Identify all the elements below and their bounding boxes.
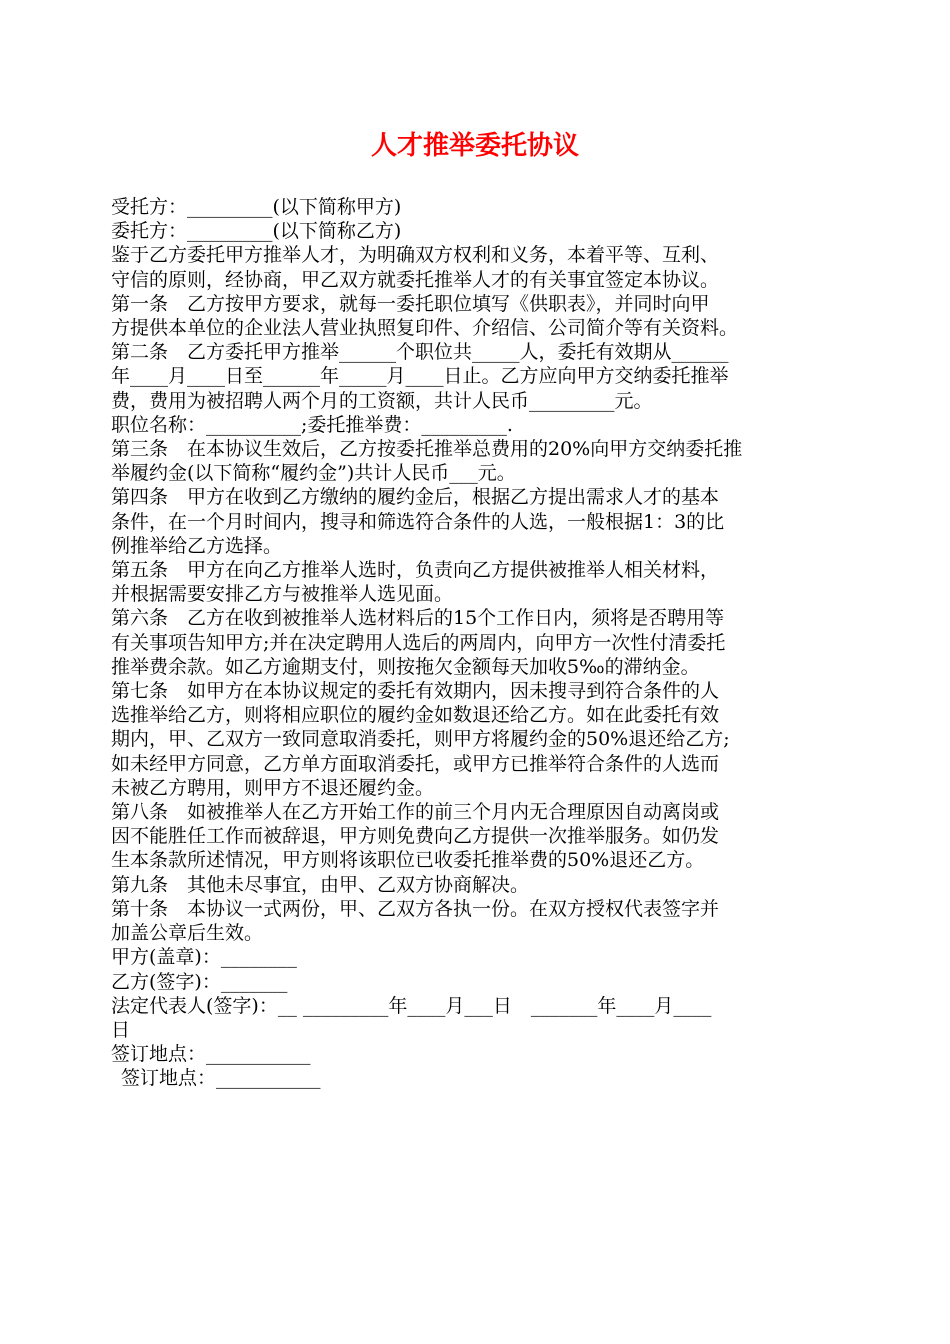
signing-place-line: 签订地点：___________ (121, 1067, 321, 1090)
party-b-sign-line: 乙方(签字)：_______ (111, 970, 288, 993)
article-10-line: 第十条 本协议一式两份，甲、乙双方各执一份。在双方授权代表签字并 (111, 897, 720, 920)
article-2-line: 第二条 乙方委托甲方推举______个职位共_____人，委托有效期从______ (111, 341, 729, 364)
document-body (111, 195, 843, 1091)
article-1-line: 方提供本单位的企业法人营业执照复印件、介绍信、公司简介等有关资料。 (111, 317, 739, 340)
position-fee-line: 职位名称：__________;委托推举费：_________. (111, 413, 513, 436)
article-9-line: 第九条 其他未尽事宜，由甲、乙双方协商解决。 (111, 873, 530, 896)
signing-place-line: 签订地点：___________ (111, 1043, 311, 1066)
article-4-line: 条件，在一个月时间内，搜寻和筛选符合条件的人选，一般根据1：3的比 (111, 510, 725, 533)
article-8-line: 第八条 如被推举人在乙方开始工作的前三个月内无合理原因自动离岗或 (111, 801, 720, 824)
client-line: 委托方：_________(以下简称乙方) (111, 220, 402, 243)
trustee-line: 受托方：_________(以下简称甲方) (111, 196, 402, 218)
article-2-line: 费，费用为被招聘人两个月的工资额，共计人民币_________元。 (111, 389, 653, 412)
article-6-line: 有关事项告知甲方;并在决定聘用人选后的两周内，向甲方一次性付清委托 (111, 631, 726, 654)
preamble-line: 鉴于乙方委托甲方推举人才，为明确双方权利和义务，本着平等、互利、 (111, 244, 720, 267)
article-2-line: 年____月____日至______年_____月____日止。乙方应向甲方交纳委托推举 (111, 365, 729, 388)
article-7-line: 第七条 如甲方在本协议规定的委托有效期内，因未搜寻到符合条件的人 (111, 680, 720, 703)
article-5-line: 并根据需要安排乙方与被推举人选见面。 (111, 583, 454, 606)
article-1-line: 第一条 乙方按甲方要求，就每一委托职位填写《供职表》，并同时向甲 (111, 292, 710, 315)
article-3-line: 第三条 在本协议生效后，乙方按委托推举总费用的20%向甲方交纳委托推 (111, 438, 743, 461)
preamble-line: 守信的原则，经协商，甲乙双方就委托推举人才的有关事宜签定本协议。 (111, 268, 720, 291)
article-6-line: 推举费余款。如乙方逾期支付，则按拖欠金额每天加收5‰的滞纳金。 (111, 655, 700, 678)
article-8-line: 因不能胜任工作而被辞退，甲方则免费向乙方提供一次推举服务。如仍发 (111, 825, 720, 848)
article-7-line: 期内，甲、乙双方一致同意取消委托，则甲方将履约金的50%退还给乙方; (111, 728, 730, 751)
article-7-line: 未被乙方聘用，则甲方不退还履约金。 (111, 776, 435, 799)
article-5-line: 第五条 甲方在向乙方推举人选时，负责向乙方提供被推举人相关材料， (111, 559, 720, 582)
party-a-seal-line: 甲方(盖章)：________ (111, 946, 297, 969)
article-4-line: 第四条 甲方在收到乙方缴纳的履约金后，根据乙方提出需求人才的基本 (111, 486, 720, 509)
article-3-line: 举履约金(以下简称“履约金”)共计人民币___元。 (111, 462, 516, 485)
article-8-line: 生本条款所述情况，甲方则将该职位已收委托推举费的50%退还乙方。 (111, 849, 705, 872)
article-7-line: 选推举给乙方，则将相应职位的履约金如数退还给乙方。如在此委托有效 (111, 704, 720, 727)
article-6-line: 第六条 乙方在收到被推举人选材料后的15个工作日内，须将是否聘用等 (111, 607, 725, 630)
legal-rep-sign-line: 法定代表人(签字)：__ _________年____月___日 _______年____月____ (111, 994, 712, 1017)
article-10-line: 加盖公章后生效。 (111, 922, 264, 945)
article-4-line: 例推举给乙方选择。 (111, 534, 283, 557)
document-title: 人才推举委托协议 (370, 131, 579, 161)
article-7-line: 如未经甲方同意，乙方单方面取消委托，或甲方已推举符合条件的人选而 (111, 752, 720, 775)
legal-rep-sign-line: 日 (111, 1018, 131, 1041)
